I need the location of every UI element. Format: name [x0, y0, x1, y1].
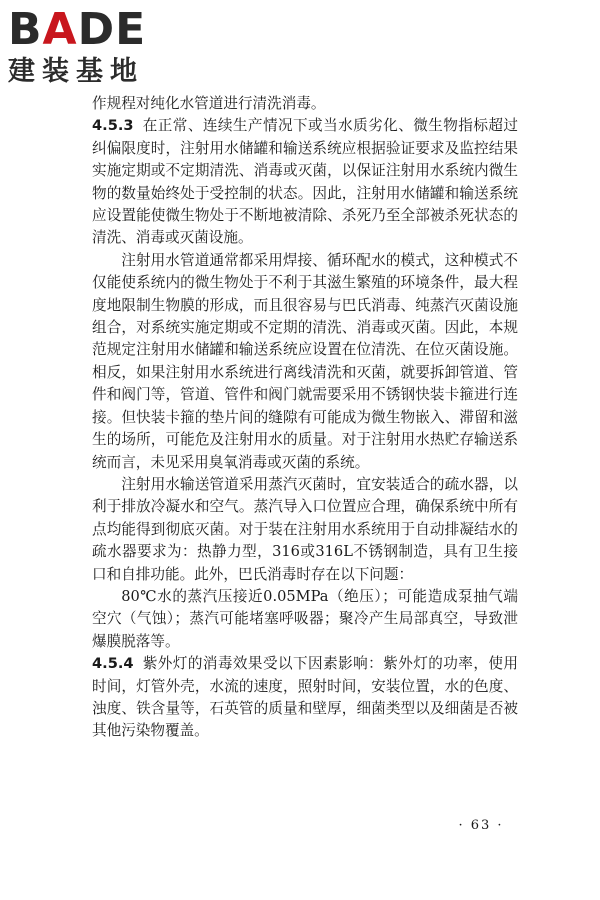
- paragraph-text: 作规程对纯化水管道进行清洗消毒。: [92, 95, 326, 112]
- paragraph-4-5-3: [92, 115, 518, 249]
- document-body: [92, 93, 518, 743]
- paragraph-text: 80℃水的蒸汽压接近0.05MPa（绝压）；可能造成泵抽气端空穴（气蚀）；蒸汽可能堵塞呼吸器；聚冷产生局部真空，导致泄爆膜脱落等。: [92, 587, 518, 650]
- logo-letters-de: DE: [77, 4, 147, 55]
- logo-subtitle: 建装基地: [8, 56, 144, 87]
- section-number: 4.5.4: [92, 655, 134, 673]
- page-number: · 63 ·: [458, 818, 504, 833]
- logo-wordmark: [8, 4, 178, 55]
- paragraph-text: 在正常、连续生产情况下或当水质劣化、微生物指标超过纠偏限度时，注射用水储罐和输送系统应根据验证要求及监控结果实施定期或不定期清洗、消毒或灭菌，以保证注射用水系统内微生物的数量始终处于受控制的状态。因此，注射用水储罐和输送系统应设置能使微生物处于不断地被清除、杀死乃至全部被杀死状态的清洗、消毒或灭菌设施。: [92, 117, 518, 247]
- paragraph-steam-sterilization: [92, 474, 518, 586]
- paragraph-4-5-4: [92, 653, 518, 743]
- logo-letter-a: A: [42, 4, 78, 55]
- bade-logo: [8, 4, 178, 88]
- paragraph-text: 注射用水输送管道采用蒸汽灭菌时，宜安装适合的疏水器，以利于排放冷凝水和空气。蒸汽导入口位置应合理，确保系统中所有点均能得到彻底灭菌。对于装在注射用水系统用于自动排凝结水的疏水器要求为：热静力型，316或316L不锈钢制造，具有卫生接口和自排功能。此外，巴氏消毒时存在以下问题：: [92, 475, 518, 583]
- paragraph-text: 注射用水管道通常都采用焊接、循环配水的模式，这种模式不仅能使系统内的微生物处于不利于其滋生繁殖的环境条件，最大程度地限制生物膜的形成，而且很容易与巴氏消毒、纯蒸汽灭菌设施组合，对系统实施定期或不定期的清洗、消毒或灭菌。因此，本规范规定注射用水储罐和输送系统应设置在位清洗、在位灭菌设施。相反，如果注射用水系统进行离线清洗和灭菌，就要拆卸管道、管件和阀门等，管道、管件和阀门就需要采用不锈钢快装卡箍进行连接。但快装卡箍的垫片间的缝隙有可能成为微生物嵌入、滞留和滋生的场所，可能危及注射用水的质量。对于注射用水热贮存输送系统而言，未见采用臭氧消毒或灭菌的系统。: [92, 251, 518, 471]
- paragraph-pipe-design: [92, 250, 518, 474]
- paragraph-continuation: [92, 93, 518, 115]
- logo-letter-b: B: [8, 4, 43, 55]
- paragraph-text: 紫外灯的消毒效果受以下因素影响：紫外灯的功率，使用时间，灯管外壳，水流的速度，照射时间，安装位置，水的色度、浊度、铁含量等，石英管的质量和壁厚，细菌类型以及细菌是否被其他污染物覆盖。: [92, 655, 518, 740]
- section-number: 4.5.3: [92, 117, 134, 135]
- paragraph-pasteurization-issues: [92, 586, 518, 653]
